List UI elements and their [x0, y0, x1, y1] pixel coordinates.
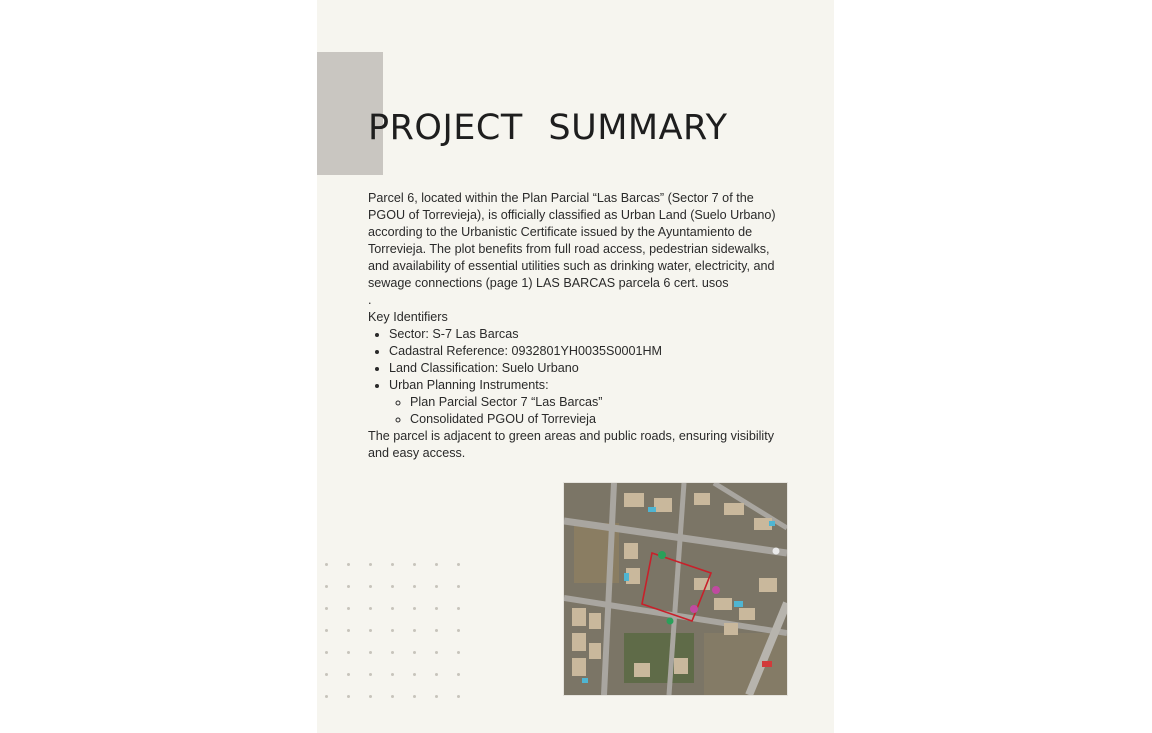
planning-instrument-item: ◦ Consolidated PGOU of Torrevieja	[410, 411, 784, 428]
decorative-dot	[413, 695, 416, 698]
decorative-dot	[435, 563, 438, 566]
decorative-dot	[413, 651, 416, 654]
decorative-dot	[457, 695, 460, 698]
decorative-dot	[413, 607, 416, 610]
decorative-dot	[435, 585, 438, 588]
decorative-dot	[369, 629, 372, 632]
decorative-dot	[413, 563, 416, 566]
decorative-dot	[435, 607, 438, 610]
decorative-dot	[457, 607, 460, 610]
aerial-map-graphic	[564, 483, 787, 695]
decorative-dot	[391, 673, 394, 676]
title-word-project: PROJECT	[368, 108, 523, 148]
decorative-dot	[369, 563, 372, 566]
document-page	[317, 0, 834, 733]
decorative-dot	[347, 629, 350, 632]
summary-body	[368, 190, 784, 462]
decorative-dot	[369, 673, 372, 676]
planning-instruments-label: Urban Planning Instruments:	[389, 378, 549, 392]
decorative-dot	[347, 585, 350, 588]
planning-instruments-list	[389, 394, 784, 428]
decorative-dot	[369, 585, 372, 588]
decorative-dot	[391, 651, 394, 654]
decorative-dot	[391, 607, 394, 610]
title-word-summary: SUMMARY	[548, 108, 728, 148]
decorative-dot	[325, 607, 328, 610]
planning-instrument-item: ◦ Plan Parcial Sector 7 “Las Barcas”	[410, 394, 784, 411]
decorative-dot	[347, 651, 350, 654]
decorative-dot	[391, 563, 394, 566]
decorative-dot	[369, 695, 372, 698]
decorative-dot	[325, 673, 328, 676]
decorative-dot	[369, 651, 372, 654]
identifier-sector: • Sector: S-7 Las Barcas	[389, 326, 784, 343]
identifier-planning-instruments	[389, 377, 784, 428]
decorative-dot	[435, 695, 438, 698]
identifier-land-classification: • Land Classification: Suelo Urbano	[389, 360, 784, 377]
decorative-dot	[435, 629, 438, 632]
intro-paragraph: Parcel 6, located within the Plan Parcial “Las Barcas” (Sector 7 of the PGOU of Torrevieja), is officially classified as Urban Land (Suelo Urbano) according to the Urbanistic Certificate issued by the Ayuntamiento de Torrevieja. The plot benefits from full road access, pedestrian sidewalks, and availability of essential utilities such as drinking water, electricity, and sewage connections (page 1) LAS BARCAS parcela 6 cert. usos	[368, 191, 776, 290]
decorative-dot-grid	[325, 563, 465, 703]
decorative-dot	[325, 629, 328, 632]
decorative-dot	[391, 585, 394, 588]
decorative-dot	[325, 651, 328, 654]
identifiers-list	[368, 326, 784, 428]
decorative-dot	[347, 563, 350, 566]
decorative-dot	[325, 563, 328, 566]
decorative-dot	[325, 695, 328, 698]
decorative-dot	[435, 651, 438, 654]
decorative-dot	[325, 585, 328, 588]
decorative-dot	[457, 585, 460, 588]
decorative-dot	[413, 629, 416, 632]
decorative-dot	[347, 673, 350, 676]
aerial-map-image	[564, 483, 787, 695]
decorative-dot	[413, 585, 416, 588]
decorative-dot	[457, 563, 460, 566]
decorative-dot	[413, 673, 416, 676]
stray-mark: .	[368, 293, 372, 307]
decorative-dot	[457, 651, 460, 654]
decorative-dot	[457, 629, 460, 632]
decorative-dot	[457, 673, 460, 676]
decorative-dot	[347, 695, 350, 698]
identifier-cadastral-reference: • Cadastral Reference: 0932801YH0035S0001HM	[389, 343, 784, 360]
decorative-dot	[347, 607, 350, 610]
decorative-dot	[369, 607, 372, 610]
decorative-dot	[435, 673, 438, 676]
closing-paragraph: The parcel is adjacent to green areas and public roads, ensuring visibility and easy access.	[368, 429, 775, 460]
page-title	[368, 108, 728, 148]
decorative-dot	[391, 629, 394, 632]
decorative-dot	[391, 695, 394, 698]
key-identifiers-heading: Key Identifiers	[368, 310, 448, 324]
